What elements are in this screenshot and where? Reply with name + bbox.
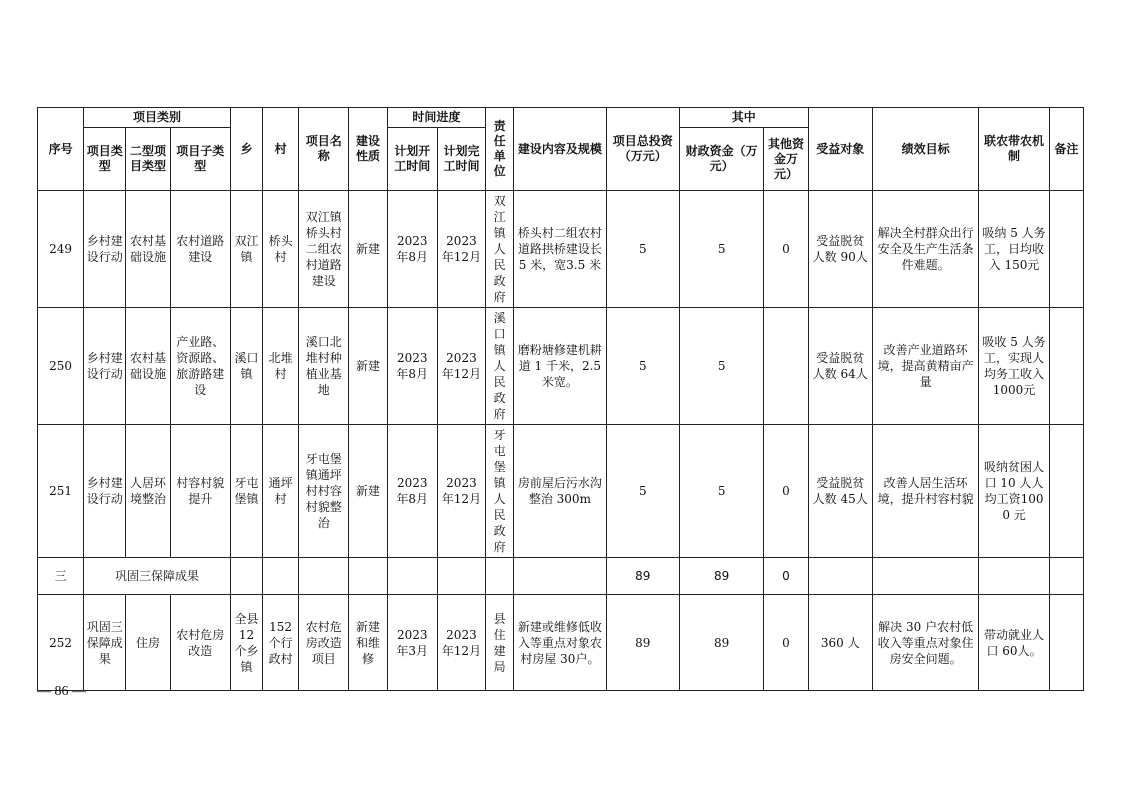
- empty-cell: [387, 558, 437, 595]
- header-sub-type: 项目子类型: [170, 128, 230, 191]
- cell-sub-type: 村容村貌提升: [170, 425, 230, 558]
- cell-fiscal-funds: 5: [679, 425, 763, 558]
- cell-project-name: 溪口北堆村种植业基地: [299, 308, 349, 425]
- empty-cell: [979, 558, 1049, 595]
- cell-responsible: 县住建局: [486, 595, 514, 691]
- cell-township: 牙屯堡镇: [230, 425, 262, 558]
- cell-planned-start: 2023 年8月: [387, 425, 437, 558]
- cell-second-type: 人居环境整治: [126, 425, 170, 558]
- cell-planned-start: 2023 年3月: [387, 595, 437, 691]
- header-seq: 序号: [38, 108, 84, 191]
- empty-cell: [808, 558, 872, 595]
- cell-planned-end: 2023 年12月: [437, 595, 485, 691]
- cell-second-type: 农村基础设施: [126, 308, 170, 425]
- cell-total-investment: 5: [606, 308, 679, 425]
- table-row: [38, 191, 1084, 308]
- cell-other-funds: 0: [764, 595, 808, 691]
- empty-cell: [1049, 558, 1083, 595]
- cell-nature: 新建: [349, 425, 387, 558]
- cell-township: 全县12个乡镇: [230, 595, 262, 691]
- cell-performance: 解决 30 户农村低收入等重点对象住房安全问题。: [872, 595, 979, 691]
- cell-village: 通坪村: [263, 425, 299, 558]
- section-row: [38, 558, 1084, 595]
- cell-project-type: 乡村建设行动: [84, 425, 126, 558]
- empty-cell: [349, 558, 387, 595]
- cell-responsible: 牙屯堡镇人民政府: [486, 425, 514, 558]
- page-number: — 86 —: [37, 684, 86, 699]
- cell-project-name: 牙屯堡镇通坪村村容村貌整治: [299, 425, 349, 558]
- cell-sub-type: 农村危房改造: [170, 595, 230, 691]
- table-row: [38, 595, 1084, 691]
- cell-project-name: 双江镇桥头村二组农村道路建设: [299, 191, 349, 308]
- header-village: 村: [263, 108, 299, 191]
- cell-seq: 252: [38, 595, 84, 691]
- cell-total-investment: 89: [606, 595, 679, 691]
- cell-fiscal-funds: 5: [679, 308, 763, 425]
- cell-content: 新建或维修低收入等重点对象农村房屋 30户。: [514, 595, 606, 691]
- header-project-type: 项目类型: [84, 128, 126, 191]
- header-project-name: 项目名称: [299, 108, 349, 191]
- header-performance: 绩效目标: [872, 108, 979, 191]
- cell-seq: 249: [38, 191, 84, 308]
- cell-content: 磨粉塘修建机耕道 1 千米，2.5 米宽。: [514, 308, 606, 425]
- cell-performance: 解决全村群众出行安全及生产生活条件难题。: [872, 191, 979, 308]
- header-linkage: 联农带农机制: [979, 108, 1049, 191]
- empty-cell: [486, 558, 514, 595]
- cell-township: 双江镇: [230, 191, 262, 308]
- empty-cell: [514, 558, 606, 595]
- cell-remarks: [1049, 595, 1083, 691]
- cell-project-type: 乡村建设行动: [84, 308, 126, 425]
- cell-planned-end: 2023 年12月: [437, 308, 485, 425]
- cell-fiscal-funds: 89: [679, 595, 763, 691]
- cell-beneficiaries: 受益脱贫人数 64人: [808, 308, 872, 425]
- cell-other-funds: 0: [764, 425, 808, 558]
- cell-total-investment: 5: [606, 191, 679, 308]
- cell-sub-type: 农村道路建设: [170, 191, 230, 308]
- cell-responsible: 溪口镇人民政府: [486, 308, 514, 425]
- section-number: 三: [38, 558, 84, 595]
- cell-performance: 改善人居生活环境，提升村容村貌: [872, 425, 979, 558]
- cell-planned-start: 2023 年8月: [387, 191, 437, 308]
- empty-cell: [872, 558, 979, 595]
- cell-village: 北堆村: [263, 308, 299, 425]
- cell-nature: 新建: [349, 191, 387, 308]
- section-title: 巩固三保障成果: [84, 558, 231, 595]
- cell-remarks: [1049, 425, 1083, 558]
- header-schedule-group: 时间进度: [387, 108, 485, 128]
- cell-project-name: 农村危房改造项目: [299, 595, 349, 691]
- header-second-type: 二型项目类型: [126, 128, 170, 191]
- cell-project-type: 乡村建设行动: [84, 191, 126, 308]
- cell-seq: 251: [38, 425, 84, 558]
- header-beneficiaries: 受益对象: [808, 108, 872, 191]
- section-total-investment: 89: [606, 558, 679, 595]
- cell-linkage: 吸纳贫困人口 10 人人均工资1000 元: [979, 425, 1049, 558]
- cell-content: 房前屋后污水沟整治 300m: [514, 425, 606, 558]
- cell-linkage: 吸纳 5 人务工，日均收入 150元: [979, 191, 1049, 308]
- table-row: [38, 308, 1084, 425]
- cell-beneficiaries: 受益脱贫人数 45人: [808, 425, 872, 558]
- cell-other-funds: [764, 308, 808, 425]
- header-fiscal-funds: 财政资金（万元）: [679, 128, 763, 191]
- header-planned-start: 计划开工时间: [387, 128, 437, 191]
- cell-second-type: 住房: [126, 595, 170, 691]
- empty-cell: [263, 558, 299, 595]
- header-responsible: 责任单位: [486, 108, 514, 191]
- cell-township: 溪口镇: [230, 308, 262, 425]
- cell-beneficiaries: 360 人: [808, 595, 872, 691]
- header-other-funds: 其他资金万元）: [764, 128, 808, 191]
- cell-village: 桥头村: [263, 191, 299, 308]
- table-row: [38, 425, 1084, 558]
- cell-village: 152个行政村: [263, 595, 299, 691]
- header-total-investment: 项目总投资（万元）: [606, 108, 679, 191]
- section-fiscal-funds: 89: [679, 558, 763, 595]
- header-of-which-group: 其中: [679, 108, 808, 128]
- cell-linkage: 吸收 5 人务工，实现人均务工收入 1000元: [979, 308, 1049, 425]
- header-nature: 建设性质: [349, 108, 387, 191]
- section-other-funds: 0: [764, 558, 808, 595]
- header-township: 乡: [230, 108, 262, 191]
- cell-other-funds: 0: [764, 191, 808, 308]
- cell-planned-end: 2023 年12月: [437, 425, 485, 558]
- cell-seq: 250: [38, 308, 84, 425]
- cell-second-type: 农村基础设施: [126, 191, 170, 308]
- header-planned-end: 计划完工时间: [437, 128, 485, 191]
- cell-planned-end: 2023 年12月: [437, 191, 485, 308]
- header-category-group: 项目类别: [84, 108, 231, 128]
- header-content: 建设内容及规模: [514, 108, 606, 191]
- header-remarks: 备注: [1049, 108, 1083, 191]
- empty-cell: [437, 558, 485, 595]
- cell-total-investment: 5: [606, 425, 679, 558]
- cell-planned-start: 2023 年8月: [387, 308, 437, 425]
- cell-sub-type: 产业路、资源路、旅游路建设: [170, 308, 230, 425]
- project-table: [37, 107, 1084, 691]
- cell-beneficiaries: 受益脱贫人数 90人: [808, 191, 872, 308]
- cell-remarks: [1049, 308, 1083, 425]
- empty-cell: [299, 558, 349, 595]
- cell-project-type: 巩固三保障成果: [84, 595, 126, 691]
- cell-responsible: 双江镇人民政府: [486, 191, 514, 308]
- cell-fiscal-funds: 5: [679, 191, 763, 308]
- cell-nature: 新建: [349, 308, 387, 425]
- cell-linkage: 带动就业人口 60人。: [979, 595, 1049, 691]
- cell-nature: 新建和维修: [349, 595, 387, 691]
- empty-cell: [230, 558, 262, 595]
- cell-content: 桥头村二组农村道路拱桥建设长 5 米，宽3.5 米: [514, 191, 606, 308]
- cell-performance: 改善产业道路环境，提高黄精亩产量: [872, 308, 979, 425]
- cell-remarks: [1049, 191, 1083, 308]
